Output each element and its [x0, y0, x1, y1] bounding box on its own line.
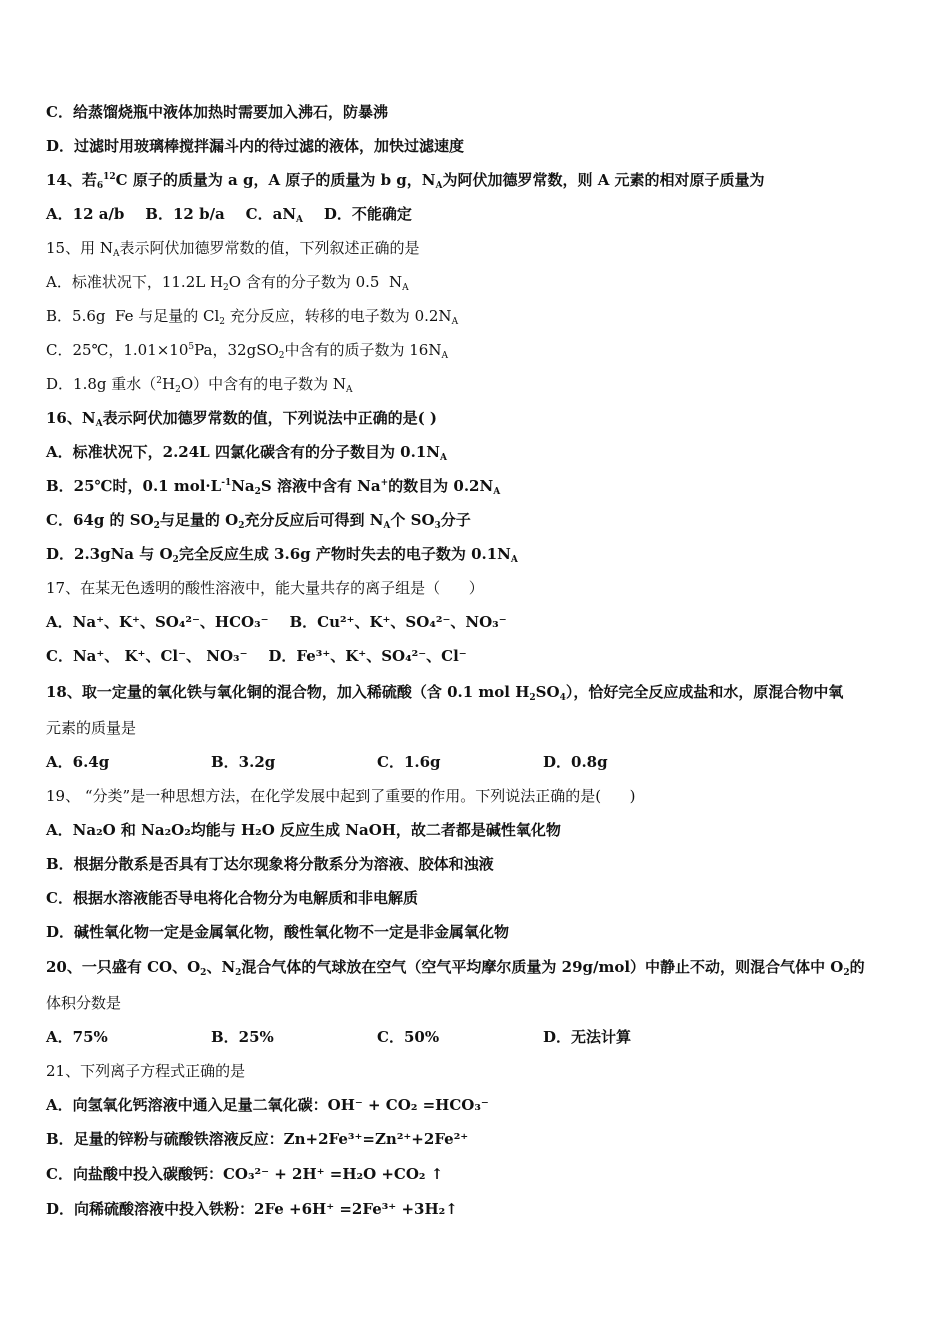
- q15-a-part: O 含有的分子数为 0.5 N: [228, 273, 403, 291]
- q19-option-b-text: B．根据分散系是否具有丁达尔现象将分散系分为溶液、胶体和浊液: [46, 855, 494, 873]
- q18-option-c: C．1.6g: [377, 753, 441, 771]
- q16-b-sup: +: [380, 478, 389, 488]
- q17-stem-text: 17、在某无色透明的酸性溶液中，能大量共存的离子组是（ ）: [46, 579, 484, 597]
- q15-c-part: Pa，32gSO: [194, 341, 279, 359]
- q20-stem: [46, 956, 910, 981]
- q20-stem-part: 混合气体的气球放在空气（空气平均摩尔质量为 29g/mol）中静止不动，则混合气体中 O: [241, 958, 844, 976]
- q19-option-c: [46, 887, 910, 909]
- q15-d-part: D．1.8g 重水（: [46, 375, 157, 393]
- q17-options-ab-text: A．Na⁺、K⁺、SO₄²⁻、HCO₃⁻ B．Cu²⁺、K⁺、SO₄²⁻、NO₃⁻: [46, 613, 507, 631]
- q16-option-a: [46, 441, 910, 466]
- q19-option-d: [46, 921, 910, 943]
- q15-a-part: A．标准状况下，11.2L H: [46, 273, 224, 291]
- q18-stem-line2-text: 元素的质量是: [46, 719, 137, 737]
- q20-stem-part: 的: [849, 958, 865, 976]
- q15-option-b: [46, 305, 910, 330]
- q17-options-cd-text: C．Na⁺、 K⁺、Cl⁻、 NO₃⁻ D．Fe³⁺、K⁺、SO₄²⁻、Cl⁻: [46, 647, 467, 665]
- q21-stem: [46, 1060, 910, 1082]
- q19-option-c-text: C．根据水溶液能否导电将化合物分为电解质和非电解质: [46, 889, 418, 907]
- q16-d-sub: 2: [172, 555, 179, 565]
- q16-b-part: S 溶液中含有 Na: [260, 477, 381, 495]
- q21-option-b-text: B．足量的锌粉与硫酸铁溶液反应：Zn+2Fe³⁺=Zn²⁺+2Fe²⁺: [46, 1130, 469, 1148]
- q15-b-sub: 2: [219, 317, 226, 327]
- q13-option-d: [46, 135, 910, 157]
- q20-stem-line2: [46, 992, 910, 1014]
- q18-option-a: A．6.4g: [46, 753, 110, 771]
- q15-b-sub: A: [451, 317, 459, 327]
- q15-a-sub: A: [402, 283, 409, 293]
- q14-stem-part: C 原子的质量为 a g，A 原子的质量为 b g，N: [115, 171, 436, 189]
- q21-option-d-text: D．向稀硫酸溶液中投入铁粉：2Fe +6H⁺ =2Fe³⁺ +3H₂↑: [46, 1200, 458, 1218]
- q19-option-a: [46, 819, 910, 841]
- q18-option-d: D．0.8g: [543, 753, 608, 771]
- q16-c-sub: 2: [153, 521, 160, 531]
- q16-c-sub: 3: [434, 521, 441, 531]
- q15-stem: [46, 237, 910, 262]
- q15-d-sub: 2: [175, 385, 181, 395]
- q20-option-a: A．75%: [46, 1028, 108, 1046]
- q16-b-sub: 2: [254, 487, 261, 497]
- q18-stem-part: 18、取一定量的氧化铁与氧化铜的混合物，加入稀硫酸（含 0.1 mol H: [46, 683, 530, 701]
- q21-option-c: [46, 1163, 910, 1185]
- q20-stem-sub: 2: [235, 968, 242, 978]
- q19-option-a-text: A．Na₂O 和 Na₂O₂均能与 H₂O 反应生成 NaOH，故二者都是碱性氧化物: [46, 821, 561, 839]
- q14-stem-sub: 6: [96, 181, 104, 191]
- q20-option-c: C．50%: [377, 1028, 440, 1046]
- q16-b-part: B．25℃时，0.1 mol·L: [46, 477, 222, 495]
- q20-stem-sub: 2: [843, 968, 850, 978]
- q16-c-part: 与足量的 O: [159, 511, 239, 529]
- q15-option-c: [46, 339, 910, 364]
- q16-c-part: 个 SO: [390, 511, 435, 529]
- q13-option-d-text: D．过滤时用玻璃棒搅拌漏斗内的待过滤的液体，加快过滤速度: [46, 137, 465, 155]
- q16-c-part: 充分反应后可得到 N: [244, 511, 384, 529]
- q13-option-c-text: C．给蒸馏烧瓶中液体加热时需要加入沸石，防暴沸: [46, 103, 388, 121]
- q14-stem-sup: 12: [103, 172, 116, 182]
- q20-stem-part: 20、一只盛有 CO、O: [46, 958, 201, 976]
- q14-stem-part: 14、若: [46, 171, 97, 189]
- q19-option-d-text: D．碱性氧化物一定是金属氧化物，酸性氧化物不一定是非金属氧化物: [46, 923, 510, 941]
- q18-stem-sub: 2: [529, 693, 536, 703]
- q15-stem-part: 表示阿伏加德罗常数的值，下列叙述正确的是: [119, 239, 420, 257]
- q14-stem: [46, 169, 910, 194]
- q15-d-sup: 2: [156, 376, 162, 386]
- q21-stem-text: 21、下列离子方程式正确的是: [46, 1062, 246, 1080]
- q15-c-part: 中含有的质子数为 16N: [284, 341, 442, 359]
- q19-option-b: [46, 853, 910, 875]
- q21-option-c-text: C．向盐酸中投入碳酸钙：CO₃²⁻ + 2H⁺ =H₂O +CO₂ ↑: [46, 1165, 444, 1183]
- q16-option-b: [46, 475, 910, 500]
- q15-option-a: [46, 271, 910, 296]
- q14-stem-sub: A: [435, 181, 443, 191]
- q14-options-part: A．12 a/b B．12 b/a C．aN: [46, 205, 297, 223]
- q16-b-part: 的数目为 0.2N: [388, 477, 494, 495]
- q18-stem-part: ），恰好完全反应成盐和水，原混合物中氧: [565, 683, 844, 701]
- q16-a-part: A．标准状况下，2.24L 四氯化碳含有的分子数目为 0.1N: [46, 443, 440, 461]
- q16-c-part: 分子: [440, 511, 471, 529]
- q14-options: [46, 203, 910, 228]
- q16-stem: [46, 407, 910, 432]
- q20-stem-sub: 2: [200, 968, 207, 978]
- q16-option-d: [46, 543, 910, 568]
- q15-a-sub: 2: [223, 283, 229, 293]
- q16-d-sub: A: [510, 555, 518, 565]
- q15-c-sup: 5: [188, 342, 195, 352]
- q18-stem-part: SO: [535, 683, 560, 701]
- q18-stem: [46, 681, 910, 706]
- q16-b-sub: A: [493, 487, 501, 497]
- q18-stem-line2: [46, 717, 910, 739]
- q16-c-sub: A: [383, 521, 391, 531]
- q21-option-b: [46, 1128, 910, 1150]
- q17-options-ab: [46, 611, 910, 633]
- q16-option-c: [46, 509, 910, 534]
- q15-b-part: 充分反应，转移的电子数为 0.2N: [225, 307, 452, 325]
- q15-option-d: [46, 373, 910, 398]
- q16-stem-sub: A: [95, 419, 103, 429]
- q16-b-part: Na: [231, 477, 255, 495]
- q15-c-sub: 2: [278, 351, 285, 361]
- q15-d-sub: A: [346, 385, 353, 395]
- q21-option-d: [46, 1198, 910, 1220]
- q16-d-part: D．2.3gNa 与 O: [46, 545, 173, 563]
- q16-c-sub: 2: [238, 521, 245, 531]
- q20-option-b: B．25%: [211, 1028, 274, 1046]
- q17-options-cd: [46, 645, 910, 667]
- q16-stem-part: 表示阿伏加德罗常数的值，下列说法中正确的是( ): [102, 409, 437, 427]
- q19-stem-text: 19、 “分类”是一种思想方法，在化学发展中起到了重要的作用。下列说法正确的是( ): [46, 787, 636, 805]
- q15-b-part: B．5.6g Fe 与足量的 Cl: [46, 307, 220, 325]
- q13-option-c: [46, 101, 910, 123]
- q18-stem-sub: 4: [559, 693, 566, 703]
- q16-c-part: C．64g 的 SO: [46, 511, 154, 529]
- q21-option-a: [46, 1094, 910, 1116]
- q14-options-sub: A: [296, 215, 304, 225]
- q14-stem-part: 为阿伏加德罗常数，则 A 元素的相对原子质量为: [442, 171, 765, 189]
- q16-a-sub: A: [439, 453, 447, 463]
- q16-d-part: 完全反应生成 3.6g 产物时失去的电子数为 0.1N: [178, 545, 511, 563]
- q14-options-part: D．不能确定: [303, 205, 412, 223]
- q20-option-d: D．无法计算: [543, 1028, 632, 1046]
- q15-c-part: C．25℃，1.01×10: [46, 341, 189, 359]
- q15-stem-part: 15、用 N: [46, 239, 113, 257]
- q20-stem-line2-text: 体积分数是: [46, 994, 122, 1012]
- q18-option-b: B．3.2g: [211, 753, 276, 771]
- q19-stem: [46, 785, 910, 807]
- q17-stem: [46, 577, 910, 599]
- q20-stem-part: 、N: [206, 958, 236, 976]
- q15-stem-sub: A: [112, 249, 120, 259]
- q21-option-a-text: A．向氢氧化钙溶液中通入足量二氧化碳：OH⁻ + CO₂ =HCO₃⁻: [46, 1096, 489, 1114]
- q15-d-part: H: [162, 375, 176, 393]
- q15-c-sub: A: [441, 351, 448, 361]
- q15-d-part: O）中含有的电子数为 N: [180, 375, 347, 393]
- q16-stem-part: 16、N: [46, 409, 96, 427]
- q16-b-sup: -1: [221, 478, 232, 488]
